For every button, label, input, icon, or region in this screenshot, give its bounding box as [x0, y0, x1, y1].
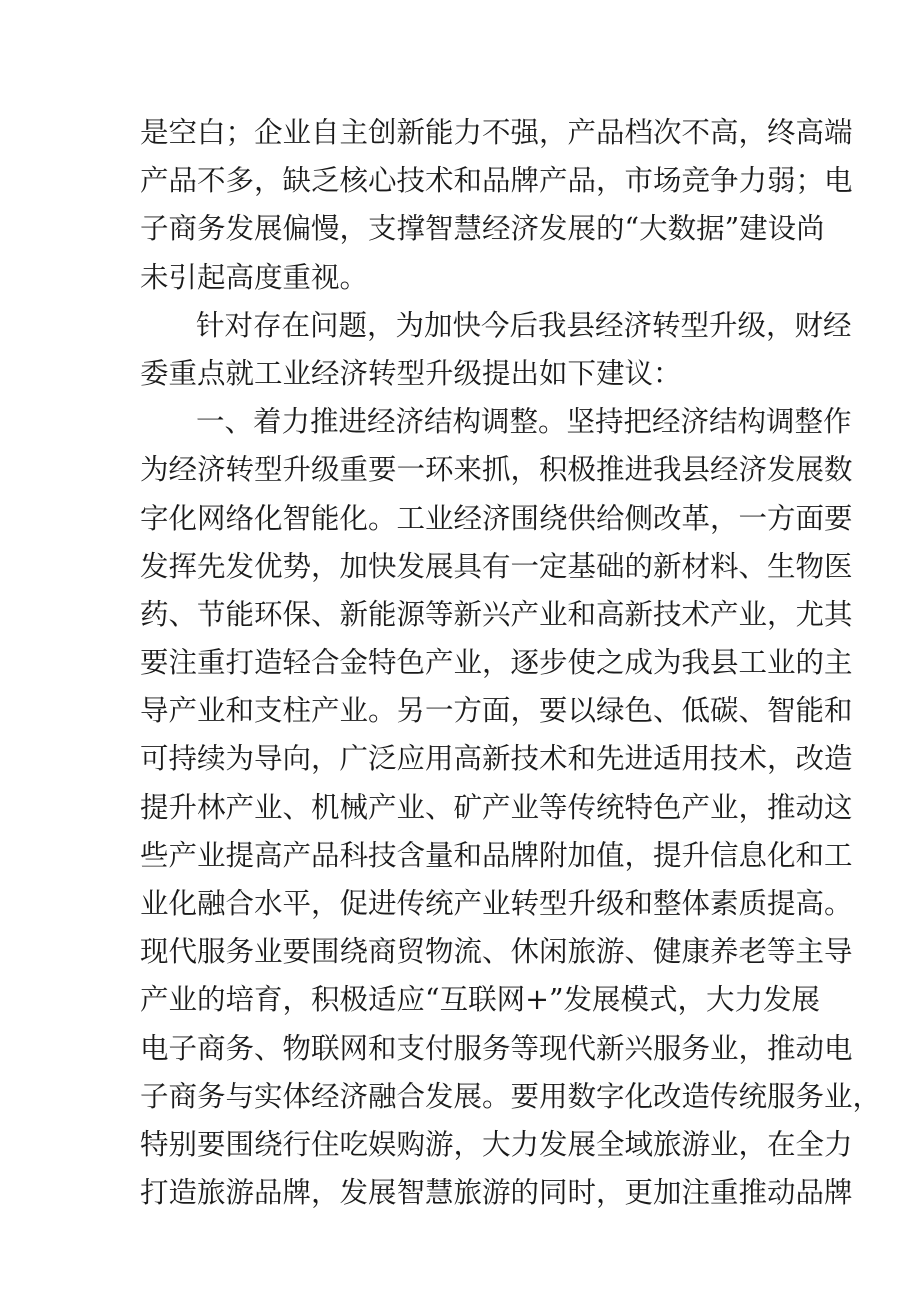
text-line: 子商务发展偏慢，支撑智慧经济发展的“大数据”建设尚 [140, 212, 825, 246]
text-line: 些产业提高产品科技含量和品牌附加值，提升信息化和工 [140, 838, 853, 872]
text-line: 要注重打造轻合金特色产业，逐步使之成为我县工业的主 [140, 646, 853, 680]
text-line: 可持续为导向，广泛应用高新技术和先进适用技术，改造 [140, 742, 853, 776]
text-line: 未引起高度重视。 [140, 260, 369, 294]
text-line: 是空白；企业自主创新能力不强，产品档次不高，终高端 [140, 116, 853, 149]
text-line: 打造旅游品牌，发展智慧旅游的同时，更加注重推动品牌 [140, 1176, 853, 1210]
text-line: 发挥先发优势，加快发展具有一定基础的新材料、生物医 [140, 549, 853, 583]
text-line: 业化融合水平，促进传统产业转型升级和整体素质提高。 [140, 887, 853, 920]
text-line: 子商务与实体经济融合发展。要用数字化改造传统服务业， [140, 1079, 882, 1113]
text-line: 产业的培育，积极适应“互联网+”发展模式，大力发展 [140, 983, 821, 1017]
text-line: 字化网络化智能化。工业经济围绕供给侧改革，一方面要 [140, 501, 853, 535]
paragraph-start-line: 一、着力推进经济结构调整。坚持把经济结构调整作 [196, 405, 852, 439]
text-line: 现代服务业要围绕商贸物流、休闲旅游、健康养老等主导 [140, 935, 853, 969]
text-line: 为经济转型升级重要一环来抓，积极推进我县经济发展数 [140, 453, 853, 487]
body-text [140, 109, 882, 1217]
paragraph-start-line: 针对存在问题，为加快今后我县经济转型升级，财经 [196, 308, 852, 342]
text-line: 提升林产业、机械产业、矿产业等传统特色产业，推动这 [140, 790, 853, 824]
text-line: 特别要围绕行住吃娱购游，大力发展全域旅游业，在全力 [140, 1127, 853, 1161]
text-line: 导产业和支柱产业。另一方面，要以绿色、低碳、智能和 [140, 694, 853, 728]
text-line: 委重点就工业经济转型升级提出如下建议： [140, 356, 682, 390]
text-line: 药、节能环保、新能源等新兴产业和高新技术产业，尤其 [140, 597, 853, 631]
text-line: 电子商务、物联网和支付服务等现代新兴服务业，推动电 [140, 1031, 853, 1065]
text-line: 产品不多，缺乏核心技术和品牌产品，市场竞争力弱；电 [140, 164, 853, 198]
